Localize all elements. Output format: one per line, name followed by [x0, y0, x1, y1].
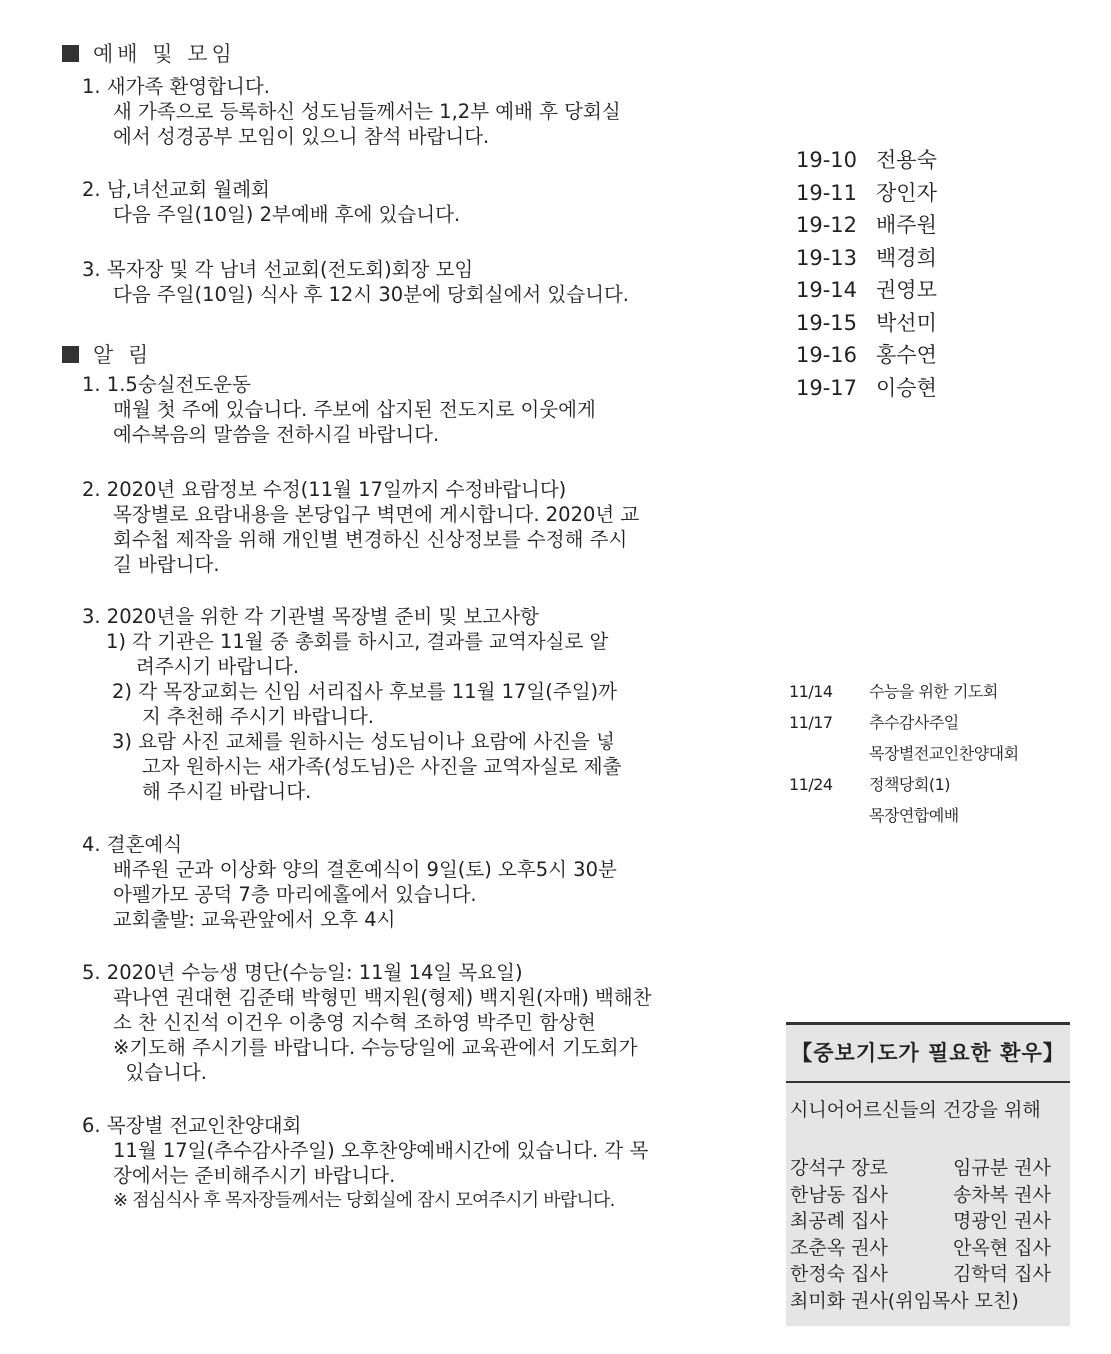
schedule-row [789, 707, 1019, 738]
notice-body [82, 99, 782, 149]
sub-line: 고자 원하시는 새가족(성도님)은 사진을 교역자실로 제출 [142, 755, 622, 778]
list-name: 백경희 [876, 245, 937, 270]
section-title: 예배 및 모임 [93, 42, 236, 66]
notice-item [82, 477, 782, 577]
sub-item [82, 679, 782, 729]
name-row [790, 1182, 1070, 1209]
schedule-row [789, 800, 1019, 831]
notice-heading: 1. 새가족 환영합니다. [82, 75, 270, 98]
name: 한정숙 집사 [790, 1263, 888, 1285]
notice-line: ※ 점심식사 후 목자장들께서는 당회실에 잠시 모여주시기 바랍니다. [113, 1190, 615, 1211]
notice-line: 아펠가모 공덕 7층 마리에홀에서 있습니다. [113, 883, 477, 906]
notice-line: 에서 성경공부 모임이 있으니 참석 바랍니다. [113, 125, 490, 148]
notice-heading: 3. 2020년을 위한 각 기관별 목장별 준비 및 보고사항 [82, 605, 539, 628]
name-row [790, 1155, 1070, 1182]
notice-line: 새 가족으로 등록하신 성도님들께서는 1,2부 예배 후 당회실 [113, 100, 621, 123]
notice-item [82, 960, 782, 1085]
notice-heading: 3. 목자장 및 각 남녀 선교회(전도회)회장 모임 [82, 258, 474, 281]
notice-body [82, 202, 782, 227]
schedule-event: 목장별전교인찬양대회 [869, 744, 1019, 763]
name: 명광인 권사 [953, 1210, 1051, 1232]
prayer-names [786, 1139, 1070, 1314]
announcements-column [62, 38, 782, 1213]
notice-heading: 1. 1.5숭실전도운동 [82, 373, 251, 396]
notice-item [82, 604, 782, 804]
sub-number: 3) [112, 730, 133, 753]
notice-body [82, 985, 782, 1085]
notice-heading: 6. 목장별 전교인찬양대회 [82, 1114, 302, 1137]
list-item [796, 372, 937, 405]
sub-item [82, 629, 782, 679]
name-row [790, 1235, 1070, 1262]
name: 송차복 권사 [953, 1183, 1051, 1206]
notice-line: 회수첩 제작을 위해 개인별 변경하신 신상정보를 수정해 주시 [113, 528, 628, 551]
notice-line: 다음 주일(10일) 2부예배 후에 있습니다. [113, 203, 461, 226]
sub-number: 2) [112, 680, 133, 703]
notice-heading: 4. 결혼예식 [82, 833, 183, 856]
name: 임규분 권사 [953, 1157, 1051, 1179]
section-header-notices [62, 339, 782, 369]
schedule-date [789, 738, 869, 769]
sub-line [112, 679, 782, 704]
section-header-worship [62, 38, 782, 68]
notice-line: 11월 17일(추수감사주일) 오후찬양예배시간에 있습니다. 각 목 [113, 1139, 649, 1162]
notice-line: 매월 첫 주에 있습니다. 주보에 삽지된 전도지로 이웃에게 [113, 398, 596, 421]
name-row [790, 1261, 1070, 1288]
notice-heading: 5. 2020년 수능생 명단(수능일: 11월 14일 목요일) [82, 961, 523, 984]
notice-line: 소 찬 신진석 이건우 이충영 지수혁 조하영 박주민 함상현 [113, 1011, 596, 1034]
sub-text: 요람 사진 교체를 원하시는 성도님이나 요람에 사진을 넣 [138, 730, 615, 753]
notice-body [82, 1138, 782, 1213]
prayer-title: 【중보기도가 필요한 환우】 [791, 1041, 1065, 1065]
prayer-subtitle: 시니어어르신들의 건강을 위해 [790, 1099, 1041, 1121]
notice-line: 곽나연 권대현 김준태 박형민 백지원(형제) 백지원(자매) 백해찬 [113, 986, 652, 1009]
list-name: 홍수연 [876, 343, 937, 367]
list-number: 19-10 [796, 148, 858, 172]
sub-text: 각 목장교회는 신임 서리집사 후보를 11월 17일(주일)까 [138, 680, 617, 703]
notice-line: 교회출발: 교육관앞에서 오후 4시 [113, 908, 396, 931]
list-item [796, 177, 937, 210]
list-number: 19-17 [796, 375, 858, 400]
name: 최공례 집사 [790, 1210, 888, 1232]
list-name: 권영모 [876, 278, 937, 302]
list-name: 이승현 [876, 375, 937, 400]
list-name: 장인자 [876, 180, 937, 205]
name: 조춘옥 권사 [790, 1236, 888, 1259]
list-item [796, 144, 937, 177]
notice-body [82, 502, 782, 577]
list-item [796, 274, 937, 307]
list-number: 19-14 [796, 278, 858, 302]
notice-heading: 2. 2020년 요람정보 수정(11월 17일까지 수정바랍니다) [82, 478, 567, 501]
schedule-event: 목장연합예배 [869, 806, 959, 825]
list-item [796, 339, 937, 372]
notice-item [82, 372, 782, 447]
name: 한남동 집사 [790, 1183, 888, 1206]
notice-line: 있습니다. [113, 1061, 207, 1084]
name: 강석구 장로 [790, 1157, 888, 1179]
notice-body [82, 282, 782, 307]
notice-body [82, 857, 782, 932]
list-name: 배주원 [876, 213, 937, 237]
sub-line: 려주시기 바랍니다. [136, 655, 300, 678]
list-name: 박선미 [876, 310, 937, 335]
schedule-list [789, 676, 1019, 831]
list-name: 전용숙 [876, 148, 937, 172]
notice-line: 다음 주일(10일) 식사 후 12시 30분에 당회실에서 있습니다. [113, 283, 629, 306]
schedule-date [789, 800, 869, 831]
sub-text: 각 기관은 11월 중 총회를 하시고, 결과를 교역자실로 알 [132, 630, 609, 653]
schedule-date: 11/14 [789, 682, 833, 701]
list-item [796, 209, 937, 242]
notice-line: 길 바랍니다. [113, 553, 220, 576]
name: 안옥현 집사 [953, 1236, 1051, 1259]
schedule-row [789, 676, 1019, 707]
list-number: 19-15 [796, 310, 858, 335]
notice-item [82, 1113, 782, 1213]
schedule-date: 11/24 [789, 775, 833, 794]
notice-line: 예수복음의 말씀을 전하시길 바랍니다. [113, 423, 440, 446]
sub-line: 해 주시길 바랍니다. [142, 780, 312, 803]
list-number: 19-13 [796, 245, 858, 270]
name: 김학덕 집사 [953, 1263, 1051, 1285]
notice-line: ※기도해 주시기를 바랍니다. 수능당일에 교육관에서 기도회가 [113, 1036, 638, 1059]
sub-item [82, 729, 782, 804]
notice-item [82, 832, 782, 932]
sub-number: 1) [106, 630, 127, 653]
list-item [796, 242, 937, 275]
list-number: 19-11 [796, 180, 858, 205]
sub-line [106, 629, 782, 654]
notice-line: 배주원 군과 이상화 양의 결혼예식이 9일(토) 오후5시 30분 [113, 858, 617, 881]
notice-line: 목장별로 요람내용을 본당입구 벽면에 게시합니다. 2020년 교 [113, 503, 640, 526]
list-number: 19-12 [796, 213, 858, 237]
list-item [796, 307, 937, 340]
schedule-event: 정책당회(1) [869, 775, 950, 794]
sub-line [112, 729, 782, 754]
schedule-date: 11/17 [789, 713, 833, 732]
notice-heading: 2. 남,녀선교회 월례회 [82, 178, 270, 201]
list-number: 19-16 [796, 343, 858, 367]
notice-item [82, 74, 782, 149]
square-bullet-icon [62, 45, 79, 62]
schedule-event: 수능을 위한 기도회 [869, 682, 998, 701]
notice-item [82, 257, 782, 307]
name-row-last: 최미화 권사(위임목사 모친) [790, 1289, 1019, 1312]
notice-item [82, 177, 782, 227]
schedule-row [789, 738, 1019, 769]
prayer-request-box [786, 1022, 1070, 1326]
square-bullet-icon [62, 346, 79, 363]
notice-line: 장에서는 준비해주시기 바랍니다. [113, 1164, 396, 1187]
sub-line: 지 추천해 주시기 바랍니다. [142, 705, 375, 728]
name-row [790, 1208, 1070, 1235]
section-title: 알 림 [93, 343, 153, 367]
birthday-list [796, 144, 937, 404]
schedule-row [789, 769, 1019, 800]
notice-body [82, 397, 782, 447]
schedule-event: 추수감사주일 [869, 713, 959, 732]
